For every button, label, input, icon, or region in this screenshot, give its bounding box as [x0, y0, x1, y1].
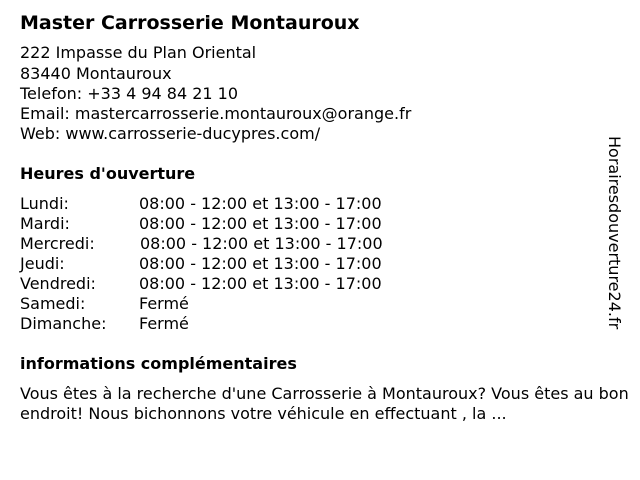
address-street: 222 Impasse du Plan Oriental — [20, 43, 257, 62]
day-label: Mercredi: — [20, 234, 95, 253]
site-watermark: Horairesdouverture24.fr — [605, 136, 624, 330]
hours-value: 08:00 - 12:00 et 13:00 - 17:00 — [140, 234, 383, 253]
hours-row-saturday — [20, 294, 440, 314]
email-address[interactable]: Email: mastercarrosserie.montauroux@orange.fr — [20, 104, 412, 123]
hours-row-thursday — [20, 254, 440, 274]
hours-value: 08:00 - 12:00 et 13:00 - 17:00 — [139, 214, 382, 233]
hours-row-sunday — [20, 314, 440, 334]
hours-value: Fermé — [139, 294, 189, 313]
day-label: Jeudi: — [20, 254, 65, 273]
additional-info-heading: informations complémentaires — [20, 354, 297, 373]
additional-info-text: Vous êtes à la recherche d'une Carrosserie à Montauroux? Vous êtes au bon endroit! Nous bichonnons votre véhicule en effectuant , la ... — [20, 384, 629, 423]
hours-value: Fermé — [139, 314, 189, 333]
day-label: Lundi: — [20, 194, 69, 213]
hours-row-friday — [20, 274, 440, 294]
day-label: Vendredi: — [20, 274, 96, 293]
hours-value: 08:00 - 12:00 et 13:00 - 17:00 — [139, 194, 382, 213]
business-name: Master Carrosserie Montauroux — [20, 12, 360, 34]
day-label: Mardi: — [20, 214, 70, 233]
website-link[interactable]: Web: www.carrosserie-ducypres.com/ — [20, 124, 321, 143]
day-label: Samedi: — [20, 294, 86, 313]
hours-value: 08:00 - 12:00 et 13:00 - 17:00 — [139, 254, 382, 273]
address-city: 83440 Montauroux — [20, 64, 172, 83]
phone-number[interactable]: Telefon: +33 4 94 84 21 10 — [20, 84, 239, 103]
hours-row-tuesday — [20, 214, 440, 234]
opening-hours-heading: Heures d'ouverture — [20, 164, 196, 183]
hours-row-monday — [20, 194, 440, 214]
hours-row-wednesday — [20, 234, 440, 254]
hours-value: 08:00 - 12:00 et 13:00 - 17:00 — [139, 274, 382, 293]
day-label: Dimanche: — [20, 314, 107, 333]
